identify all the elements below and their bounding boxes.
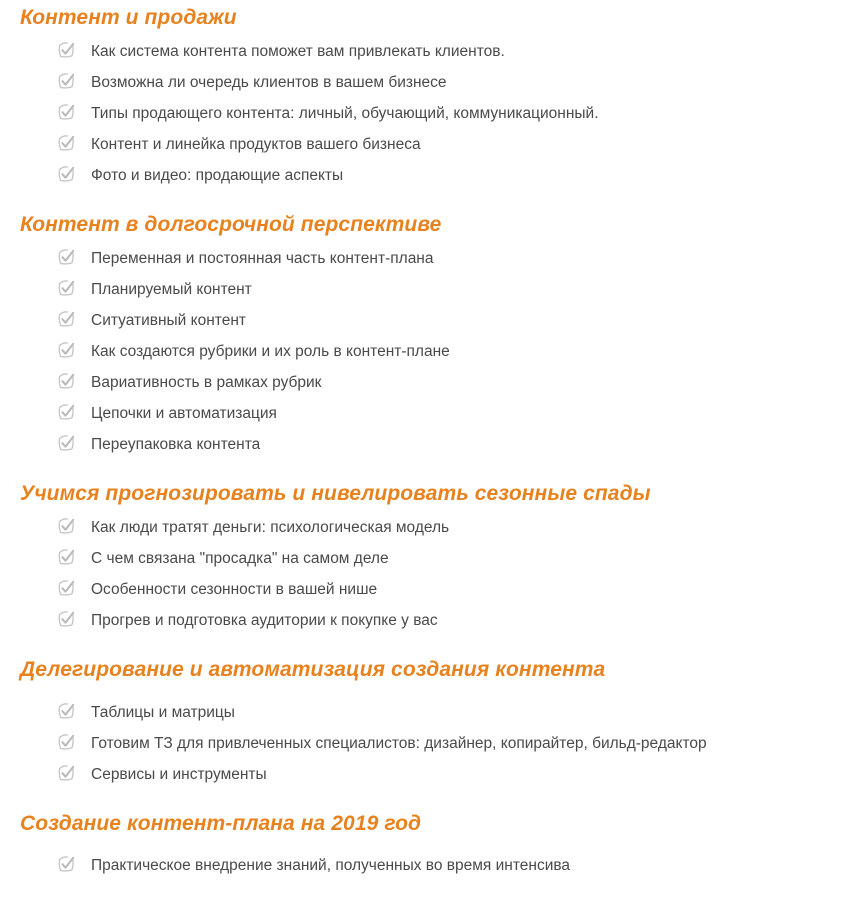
lesson-list — [0, 243, 841, 460]
checkmark-icon — [57, 160, 91, 184]
list-item — [0, 67, 841, 98]
list-item-label: Практическое внедрение знаний, полученных во время интенсива — [91, 856, 571, 874]
list-item — [0, 759, 841, 790]
checkmark-icon — [57, 129, 91, 153]
list-item — [0, 98, 841, 129]
checkmark-icon — [57, 429, 91, 453]
checkmark-icon — [57, 67, 91, 91]
lesson-list — [0, 697, 841, 790]
list-item-label: Как создаются рубрики и их роль в контент-плане — [91, 343, 450, 361]
list-item-label: Сервисы и инструменты — [91, 765, 267, 783]
list-item-label: Переменная и постоянная часть контент-плана — [91, 250, 434, 268]
lesson-list — [0, 36, 841, 191]
checkmark-icon — [57, 728, 91, 752]
list-item — [0, 36, 841, 67]
section-title: Учимся прогнозировать и нивелировать сезонные спады — [20, 482, 651, 506]
checkmark-icon — [57, 305, 91, 329]
checkmark-icon — [57, 850, 91, 874]
checkmark-icon — [57, 367, 91, 391]
checkmark-icon — [57, 605, 91, 629]
program-section — [0, 802, 841, 881]
section-title: Создание контент-плана на 2019 год — [20, 811, 422, 835]
checkmark-icon — [57, 512, 91, 536]
list-item — [0, 243, 841, 274]
checkmark-icon — [57, 543, 91, 567]
checkmark-icon — [57, 98, 91, 122]
list-item-label: Ситуативный контент — [91, 312, 246, 330]
list-item-label: Переупаковка контента — [91, 436, 261, 454]
list-item-label: Цепочки и автоматизация — [91, 405, 277, 423]
list-item-label: Как люди тратят деньги: психологическая модель — [91, 519, 450, 537]
list-item-label: Фото и видео: продающие аспекты — [91, 167, 344, 185]
list-item — [0, 512, 841, 543]
list-item-label: Планируемый контент — [91, 281, 252, 299]
list-item — [0, 274, 841, 305]
program-section — [0, 472, 841, 636]
list-item — [0, 850, 841, 881]
list-item — [0, 129, 841, 160]
lesson-list — [0, 512, 841, 636]
list-item-label: Возможна ли очередь клиентов в вашем бизнесе — [91, 74, 447, 92]
checkmark-icon — [57, 398, 91, 422]
list-item-label: Особенности сезонности в вашей нише — [91, 581, 378, 599]
section-title: Контент в долгосрочной перспективе — [20, 213, 442, 237]
list-item-label: Готовим ТЗ для привлеченных специалистов: дизайнер, копирайтер, бильд-редактор — [91, 734, 707, 752]
list-item — [0, 336, 841, 367]
section-title: Делегирование и автоматизация создания контента — [20, 658, 606, 682]
list-item-label: Вариативность в рамках рубрик — [91, 374, 322, 392]
list-item-label: Типы продающего контента: личный, обучающий, коммуникационный. — [91, 105, 599, 123]
list-item-label: С чем связана "просадка" на самом деле — [91, 550, 389, 568]
list-item-label: Прогрев и подготовка аудитории к покупке у вас — [91, 612, 438, 630]
program-section — [0, 203, 841, 460]
program-section — [0, 0, 841, 191]
checkmark-icon — [57, 336, 91, 360]
checkmark-icon — [57, 574, 91, 598]
list-item — [0, 605, 841, 636]
program-section — [0, 648, 841, 789]
list-item-label: Контент и линейка продуктов вашего бизнеса — [91, 136, 421, 154]
list-item — [0, 543, 841, 574]
list-item — [0, 574, 841, 605]
checkmark-icon — [57, 759, 91, 783]
list-item — [0, 697, 841, 728]
list-item — [0, 398, 841, 429]
checkmark-icon — [57, 274, 91, 298]
checkmark-icon — [57, 36, 91, 60]
lesson-list — [0, 850, 841, 881]
section-title: Контент и продажи — [20, 6, 237, 29]
list-item — [0, 429, 841, 460]
list-item-label: Таблицы и матрицы — [91, 703, 235, 721]
list-item-label: Как система контента поможет вам привлекать клиентов. — [91, 43, 505, 61]
list-item — [0, 367, 841, 398]
checkmark-icon — [57, 697, 91, 721]
list-item — [0, 305, 841, 336]
list-item — [0, 728, 841, 759]
checkmark-icon — [57, 243, 91, 267]
list-item — [0, 160, 841, 191]
